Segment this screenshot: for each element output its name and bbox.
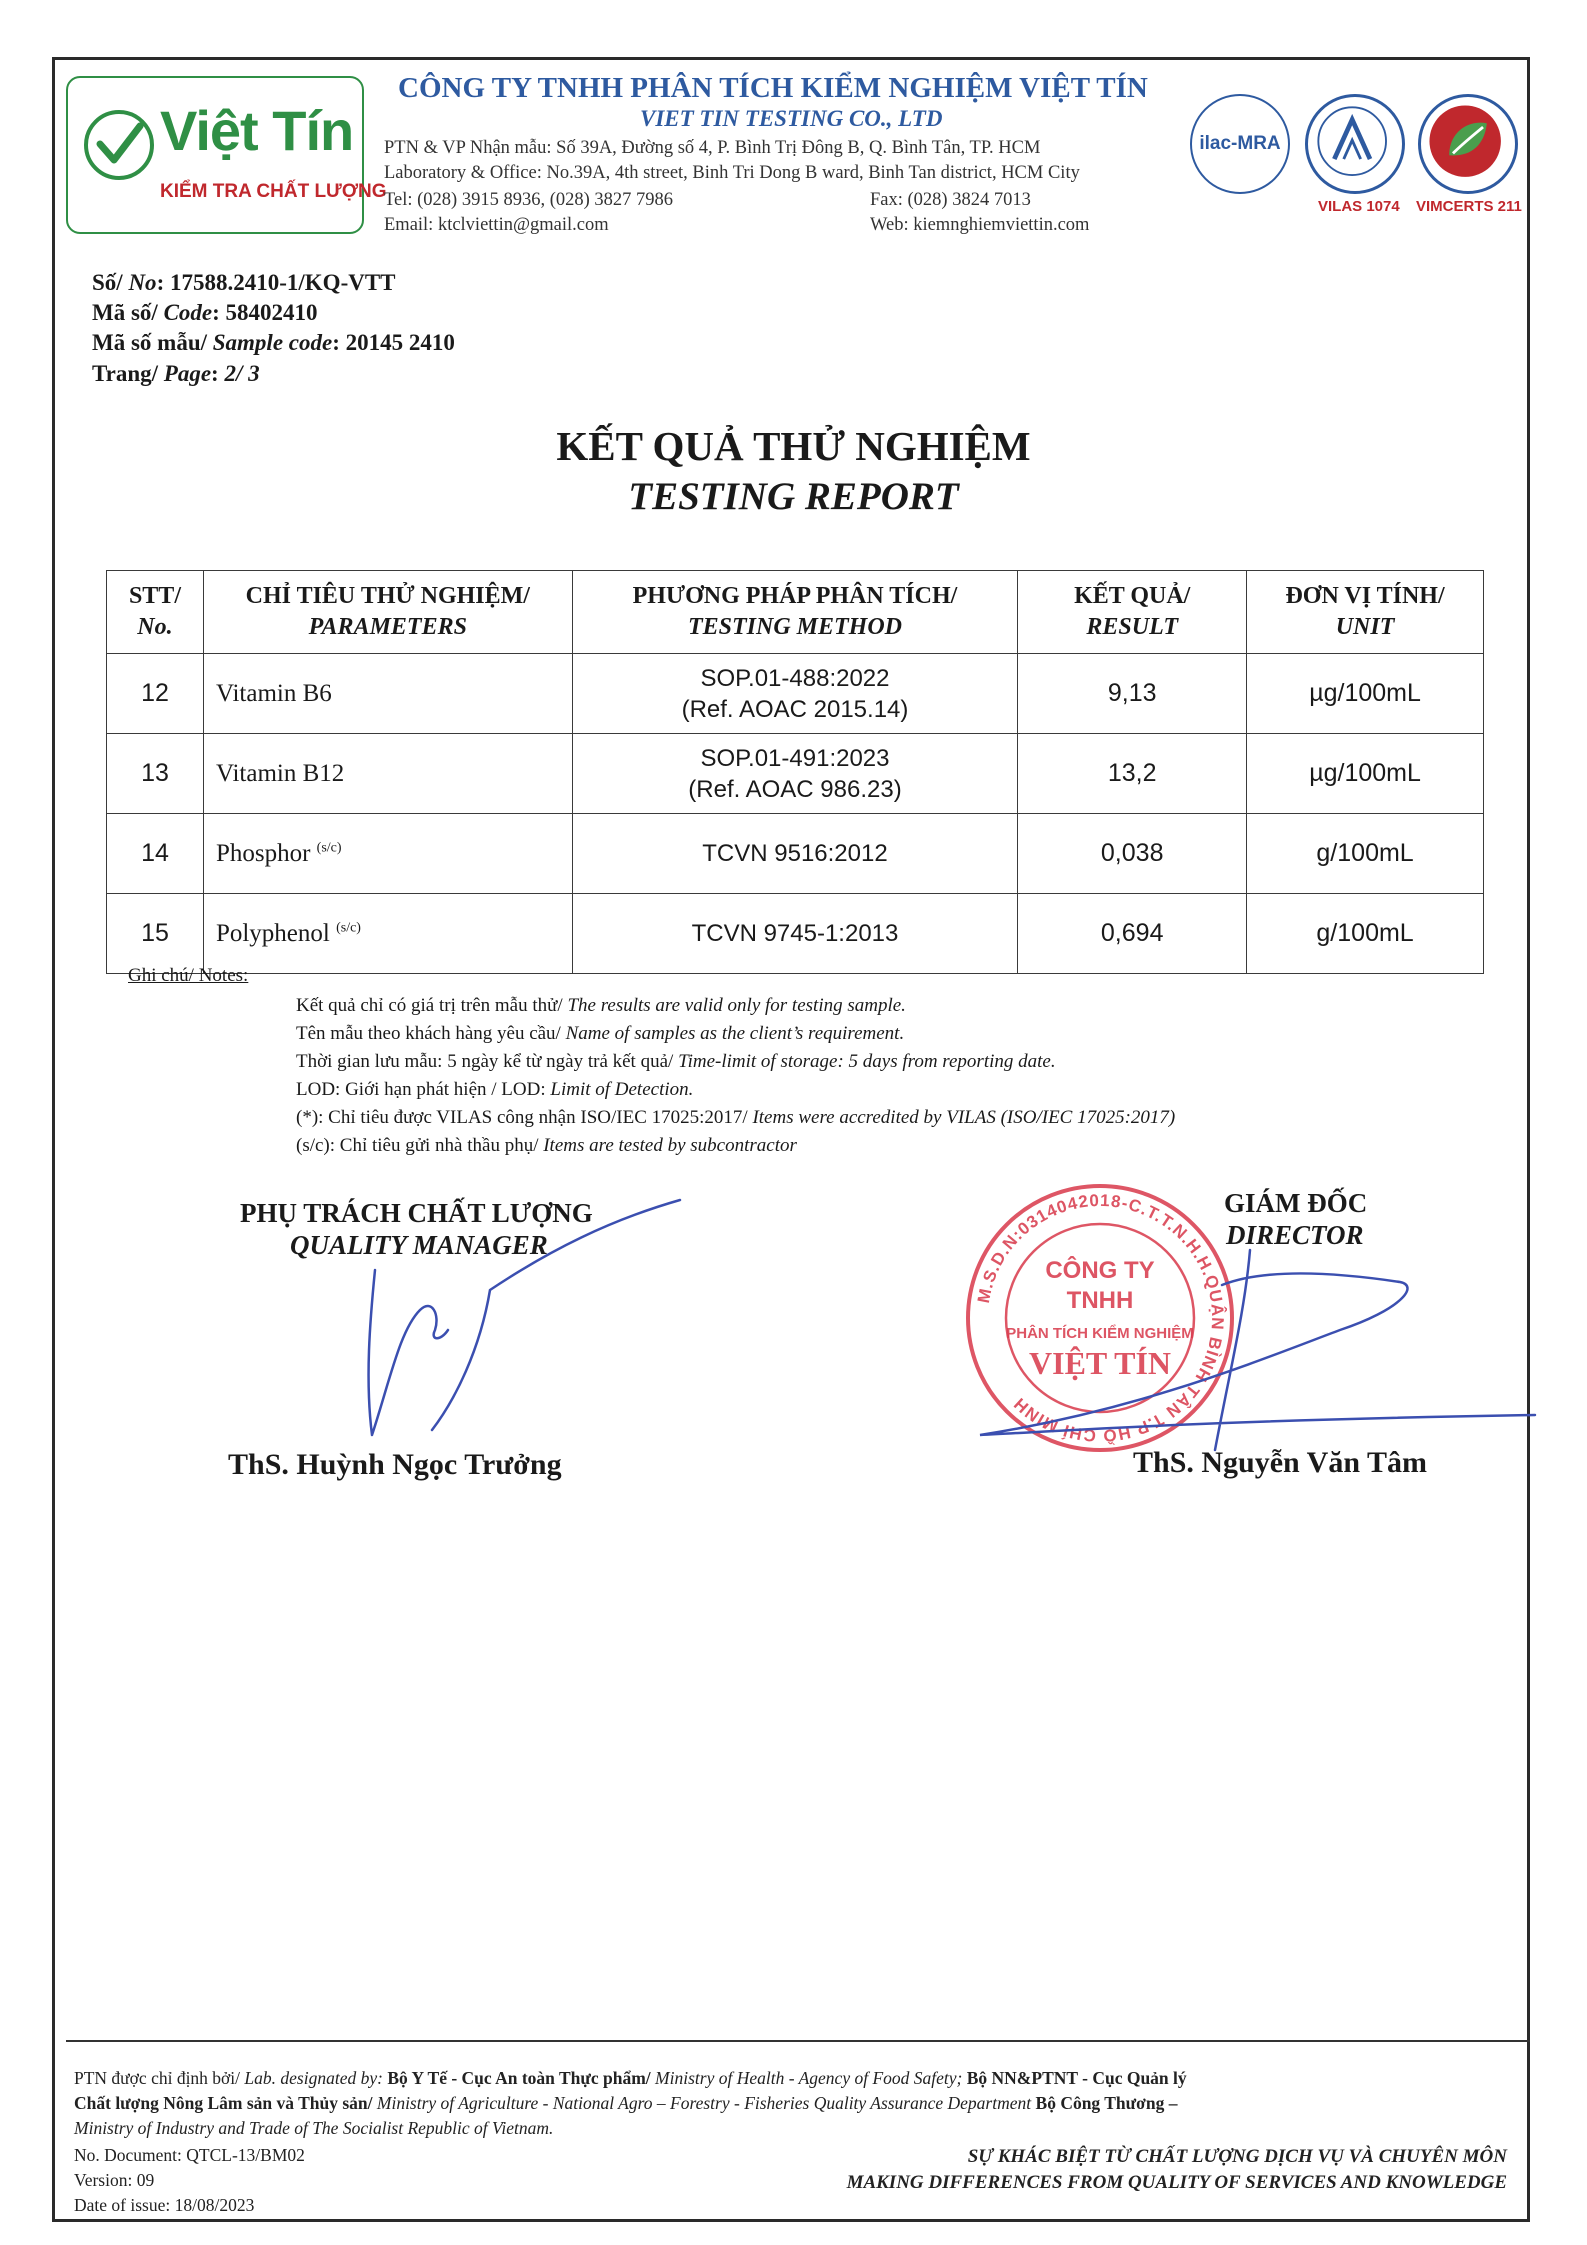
row-result: 9,13 [1018,654,1247,734]
quality-manager-name: ThS. Huỳnh Ngọc Trưởng [228,1448,562,1481]
issue-date: Date of issue: 18/08/2023 [74,2195,255,2215]
phone-numbers: Tel: (028) 3915 8936, (028) 3827 7986 [384,190,674,210]
vimcerts-caption: VIMCERTS 211 [1416,198,1522,215]
footer-divider [66,2040,1530,2042]
row-parameter: Polyphenol $^{(s/c)}$ [203,894,572,974]
director-role-en: DIRECTOR [1226,1220,1364,1250]
row-result: 0,038 [1018,814,1247,894]
results-table [106,570,1484,974]
row-parameter: Phosphor $^{(s/c)}$ [203,814,572,894]
stamp-line-3: PHÂN TÍCH KIỂM NGHIỆM [1006,1325,1194,1342]
header-method: PHƯƠNG PHÁP PHÂN TÍCH/ TESTING METHOD [572,571,1018,654]
table-row [107,814,1484,894]
company-name-en: VIET TIN TESTING CO., LTD [640,106,943,131]
note-line: Thời gian lưu mẫu: 5 ngày kể từ ngày trả kết quả/ Time-limit of storage: 5 days from reporting date. [296,1051,1056,1072]
vimcerts-badge [1418,94,1518,194]
vilas-caption: VILAS 1074 [1318,198,1400,215]
ilac-mra-badge [1190,94,1290,194]
sample-code: Mã số mẫu/ Sample code: 20145 2410 [92,330,455,355]
stamp-ring-text: M.S.D.N:0314042018-C.T.T.N.H.H.QUẬN BÌNH TÂN T.P HỒ CHÍ MINH [973,1190,1228,1446]
table-row [107,734,1484,814]
report-code: Mã số/ Code: 58402410 [92,300,318,325]
report-title-en: TESTING REPORT [628,475,959,518]
header-result: KẾT QUẢ/ RESULT [1018,571,1247,654]
row-unit: g/100mL [1247,894,1484,974]
quality-manager-role-vn: PHỤ TRÁCH CHẤT LƯỢNG [240,1198,593,1228]
vilas-mark-icon [1308,97,1402,191]
vimcerts-leaf-icon [1421,97,1515,191]
stamp-line-2: TNHH [1066,1287,1134,1314]
address-en: Laboratory & Office: No.39A, 4th street, Binh Tri Dong B ward, Binh Tan district, HCM City [384,163,1080,183]
director-name: ThS. Nguyễn Văn Tâm [1133,1446,1427,1479]
document-number: No. Document: QTCL-13/BM02 [74,2145,305,2165]
note-line: Kết quả chỉ có giá trị trên mẫu thử/ The results are valid only for testing sample. [296,995,906,1016]
row-unit: µg/100mL [1247,734,1484,814]
row-method: SOP.01-488:2022 (Ref. AOAC 2015.14) [572,654,1018,734]
page-number: Trang/ Page: 2/ 3 [92,361,260,386]
footer-designation-line-1: PTN được chỉ định bởi/ Lab. designated by: Bộ Y Tế - Cục An toàn Thực phẩm/ Ministry of Health - Agency of Food Safety; Bộ NN&PTNT - Cục Quản lý [74,2068,1187,2088]
website-address: Web: kiemnghiemviettin.com [870,215,1090,235]
ilac-label: ilac-MRA [1199,133,1281,154]
logo-name: Việt Tín [160,99,354,162]
vilas-badge [1305,94,1405,194]
row-number: 12 [107,654,204,734]
slogan-vn: SỰ KHÁC BIỆT TỪ CHẤT LƯỢNG DỊCH VỤ VÀ CHUYÊN MÔN [967,2146,1507,2167]
row-method: SOP.01-491:2023 (Ref. AOAC 986.23) [572,734,1018,814]
subcontractor-mark: (s/c) [336,920,361,936]
row-result: 13,2 [1018,734,1247,814]
note-line: Tên mẫu theo khách hàng yêu cầu/ Name of samples as the client’s requirement. [296,1023,905,1044]
company-name-vn: CÔNG TY TNHH PHÂN TÍCH KIỂM NGHIỆM VIỆT TÍN [398,72,1148,104]
fax-number: Fax: (028) 3824 7013 [870,190,1031,210]
note-line: (*): Chỉ tiêu được VILAS công nhận ISO/IEC 17025:2017/ Items were accredited by VILAS (ISO/IEC 17025:2017) [296,1107,1176,1128]
row-number: 15 [107,894,204,974]
row-number: 14 [107,814,204,894]
director-role-vn: GIÁM ĐỐC [1224,1188,1368,1218]
address-vn: PTN & VP Nhận mẫu: Số 39A, Đường số 4, P. Bình Trị Đông B, Q. Bình Tân, TP. HCM [384,138,1041,158]
footer-designation-line-3: Ministry of Industry and Trade of The Socialist Republic of Vietnam. [74,2118,554,2138]
report-number: Số/ No: 17588.2410-1/KQ-VTT [92,270,396,295]
table-header-row [107,571,1484,654]
row-method: TCVN 9745-1:2013 [572,894,1018,974]
notes-heading: Ghi chú/ Notes: [128,965,249,986]
row-unit: g/100mL [1247,814,1484,894]
stamp-line-4: VIỆT TÍN [1029,1345,1171,1381]
stamp-line-1: CÔNG TY [1045,1257,1155,1284]
email-address: Email: ktclviettin@gmail.com [384,215,609,235]
quality-manager-signature [340,1190,720,1460]
check-icon [82,108,156,182]
row-unit: µg/100mL [1247,654,1484,734]
note-line: (s/c): Chỉ tiêu gửi nhà thầu phụ/ Items are tested by subcontractor [296,1135,797,1156]
row-result: 0,694 [1018,894,1247,974]
director-signature [960,1230,1540,1480]
row-number: 13 [107,734,204,814]
footer-designation-line-2: Chất lượng Nông Lâm sản và Thủy sản/ Ministry of Agriculture - National Agro – Forestry - Fisheries Quality Assurance Department Bộ Công Thương – [74,2093,1178,2113]
company-logo [66,76,387,234]
row-parameter: Vitamin B6 [203,654,572,734]
quality-manager-role-en: QUALITY MANAGER [290,1230,548,1260]
header-stt: STT/ No. [107,571,204,654]
logo-tagline: KIỂM TRA CHẤT LƯỢNG [160,181,387,202]
document-version: Version: 09 [74,2170,155,2190]
slogan-en: MAKING DIFFERENCES FROM QUALITY OF SERVICES AND KNOWLEDGE [846,2172,1507,2193]
subcontractor-mark: (s/c) [316,840,342,856]
report-title-vn: KẾT QUẢ THỬ NGHIỆM [556,423,1031,469]
table-row [107,654,1484,734]
row-method: TCVN 9516:2012 [572,814,1018,894]
header-parameters: CHỈ TIÊU THỬ NGHIỆM/ PARAMETERS [203,571,572,654]
header-unit: ĐƠN VỊ TÍNH/ UNIT [1247,571,1484,654]
note-line: LOD: Giới hạn phát hiện / LOD: Limit of Detection. [296,1079,694,1100]
table-row [107,894,1484,974]
row-parameter: Vitamin B12 [203,734,572,814]
